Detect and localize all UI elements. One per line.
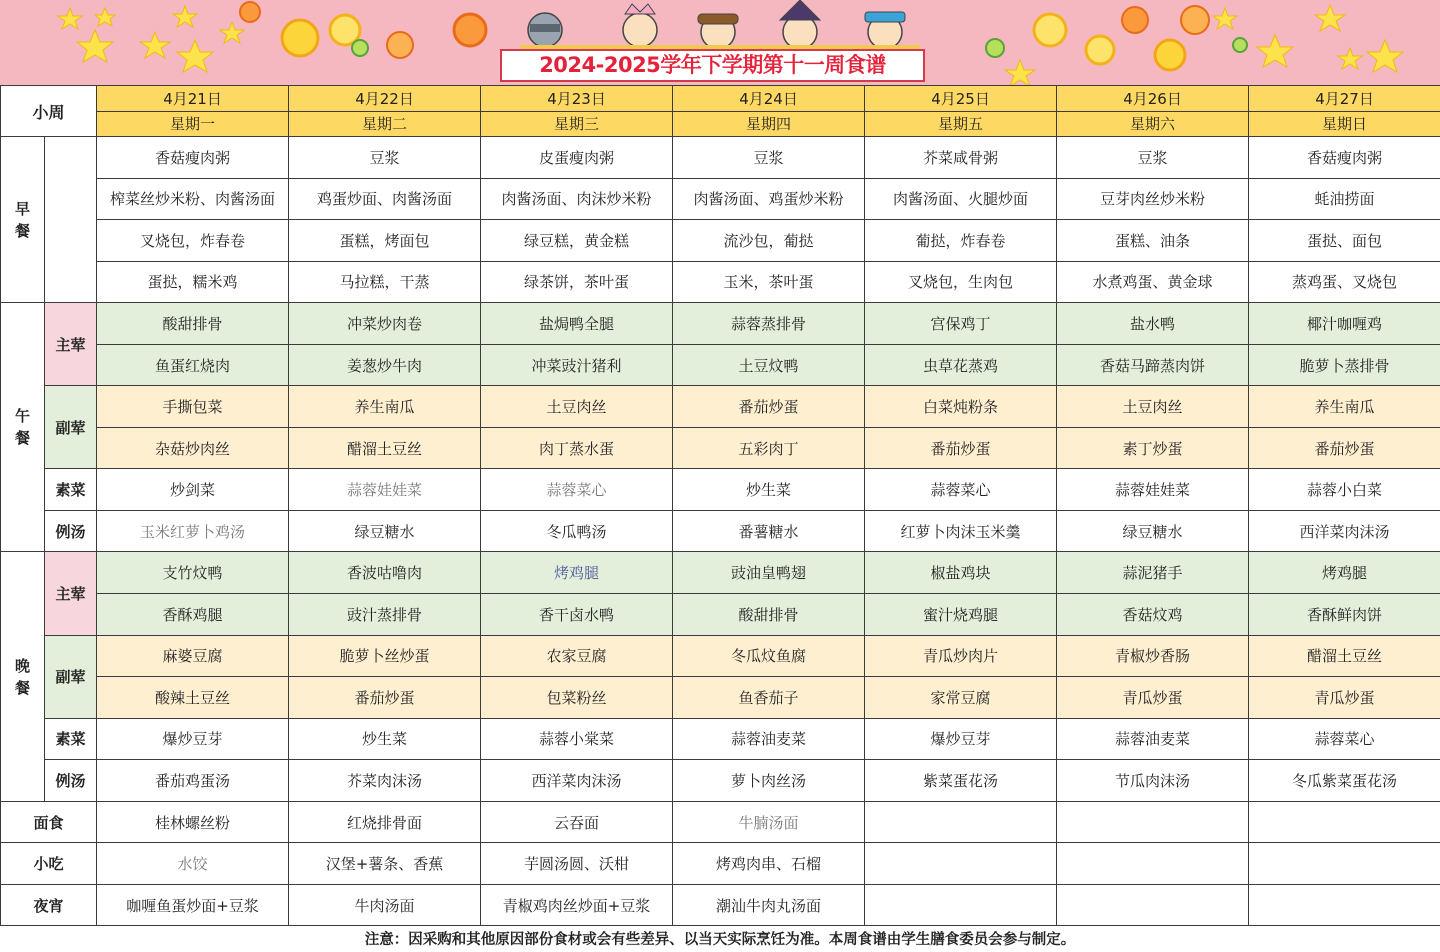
menu-cell: 芋圆汤圆、沃柑 [481, 843, 673, 885]
table-row [1, 510, 1440, 552]
lunch-soup-label: 例汤 [45, 510, 97, 552]
weekday-header: 星期五 [865, 111, 1057, 137]
menu-cell: 醋溜土豆丝 [289, 427, 481, 469]
menu-cell: 皮蛋瘦肉粥 [481, 137, 673, 179]
weekday-header: 星期一 [97, 111, 289, 137]
menu-cell: 玉米，茶叶蛋 [673, 261, 865, 303]
menu-cell: 五彩肉丁 [673, 427, 865, 469]
menu-cell: 番薯糖水 [673, 510, 865, 552]
menu-cell: 青瓜炒蛋 [1057, 677, 1249, 719]
menu-cell: 鸡蛋炒面、肉酱汤面 [289, 178, 481, 220]
lunch-side-label: 副荤 [45, 386, 97, 469]
menu-cell: 蒜泥猪手 [1057, 552, 1249, 594]
menu-cell: 蒜蓉菜心 [865, 469, 1057, 511]
menu-cell: 鱼蛋红烧肉 [97, 344, 289, 386]
menu-cell: 豆芽肉丝炒米粉 [1057, 178, 1249, 220]
menu-cell: 脆萝卜丝炒蛋 [289, 635, 481, 677]
menu-cell: 脆萝卜蒸排骨 [1249, 344, 1440, 386]
corner-label: 小周 [1, 86, 97, 137]
menu-cell: 土豆肉丝 [481, 386, 673, 428]
menu-cell: 肉酱汤面、鸡蛋炒米粉 [673, 178, 865, 220]
menu-cell: 鱼香茄子 [673, 677, 865, 719]
menu-table-body [1, 86, 1440, 926]
menu-cell [865, 884, 1057, 926]
menu-cell: 汉堡+薯条、香蕉 [289, 843, 481, 885]
menu-cell: 蛋糕、油条 [1057, 220, 1249, 262]
menu-cell: 青椒炒香肠 [1057, 635, 1249, 677]
menu-cell: 炒生菜 [289, 718, 481, 760]
menu-cell: 盐焗鸭全腿 [481, 303, 673, 345]
menu-cell [1057, 801, 1249, 843]
menu-cell [1057, 884, 1249, 926]
table-row [1, 137, 1440, 179]
lunch-label: 午 餐 [1, 303, 45, 552]
menu-cell: 青椒鸡肉丝炒面+豆浆 [481, 884, 673, 926]
menu-cell: 麻婆豆腐 [97, 635, 289, 677]
weekday-header: 星期六 [1057, 111, 1249, 137]
header-banner [0, 0, 1440, 85]
menu-cell: 西洋菜肉沫汤 [481, 760, 673, 802]
menu-cell: 椰汁咖喱鸡 [1249, 303, 1440, 345]
table-row [1, 86, 1440, 112]
menu-cell: 炒生菜 [673, 469, 865, 511]
table-row [1, 344, 1440, 386]
menu-cell: 香菇炆鸡 [1057, 594, 1249, 636]
menu-cell: 青瓜炒肉片 [865, 635, 1057, 677]
menu-cell: 红烧排骨面 [289, 801, 481, 843]
menu-cell: 香酥鲜肉饼 [1249, 594, 1440, 636]
menu-cell: 蒜蓉油麦菜 [1057, 718, 1249, 760]
weekly-menu-table [0, 85, 1440, 926]
menu-cell: 爆炒豆芽 [865, 718, 1057, 760]
menu-cell: 水煮鸡蛋、黄金球 [1057, 261, 1249, 303]
table-row [1, 469, 1440, 511]
menu-cell: 包菜粉丝 [481, 677, 673, 719]
menu-cell: 杂菇炒肉丝 [97, 427, 289, 469]
menu-cell: 马拉糕，干蒸 [289, 261, 481, 303]
menu-cell: 蒜蓉菜心 [1249, 718, 1440, 760]
table-row [1, 178, 1440, 220]
menu-cell: 姜葱炒牛肉 [289, 344, 481, 386]
dinner-veg-label: 素菜 [45, 718, 97, 760]
menu-cell: 豆浆 [1057, 137, 1249, 179]
menu-cell: 农家豆腐 [481, 635, 673, 677]
menu-cell: 节瓜肉沫汤 [1057, 760, 1249, 802]
date-header: 4月25日 [865, 86, 1057, 112]
menu-cell: 冬瓜炆鱼腐 [673, 635, 865, 677]
menu-cell: 蒸鸡蛋、叉烧包 [1249, 261, 1440, 303]
menu-cell: 蛋挞，糯米鸡 [97, 261, 289, 303]
menu-cell: 芥菜肉沫汤 [289, 760, 481, 802]
menu-cell: 红萝卜肉沫玉米羹 [865, 510, 1057, 552]
menu-cell: 冲菜豉汁猪利 [481, 344, 673, 386]
menu-cell: 葡挞，炸春卷 [865, 220, 1057, 262]
menu-cell: 肉丁蒸水蛋 [481, 427, 673, 469]
menu-cell: 香菇马蹄蒸肉饼 [1057, 344, 1249, 386]
menu-cell: 番茄炒蛋 [1249, 427, 1440, 469]
menu-cell: 青瓜炒蛋 [1249, 677, 1440, 719]
menu-cell: 土豆肉丝 [1057, 386, 1249, 428]
menu-cell: 醋溜土豆丝 [1249, 635, 1440, 677]
snacks-label: 小吃 [1, 843, 97, 885]
table-row [1, 677, 1440, 719]
menu-cell: 爆炒豆芽 [97, 718, 289, 760]
menu-cell: 潮汕牛肉丸汤面 [673, 884, 865, 926]
menu-cell: 蒜蓉油麦菜 [673, 718, 865, 760]
menu-cell: 椒盐鸡块 [865, 552, 1057, 594]
menu-cell: 蒜蓉小棠菜 [481, 718, 673, 760]
menu-cell [865, 801, 1057, 843]
table-row [1, 843, 1440, 885]
menu-cell [1249, 884, 1440, 926]
menu-cell: 番茄鸡蛋汤 [97, 760, 289, 802]
menu-cell: 蒜蓉小白菜 [1249, 469, 1440, 511]
menu-cell: 萝卜肉丝汤 [673, 760, 865, 802]
table-row [1, 303, 1440, 345]
menu-cell: 绿茶饼，茶叶蛋 [481, 261, 673, 303]
menu-cell: 桂林螺丝粉 [97, 801, 289, 843]
menu-cell: 叉烧包，炸春卷 [97, 220, 289, 262]
menu-cell: 紫菜蛋花汤 [865, 760, 1057, 802]
menu-cell: 支竹炆鸭 [97, 552, 289, 594]
menu-cell: 肉酱汤面、肉沫炒米粉 [481, 178, 673, 220]
menu-cell: 芥菜咸骨粥 [865, 137, 1057, 179]
menu-cell: 榨菜丝炒米粉、肉酱汤面 [97, 178, 289, 220]
dinner-label: 晚 餐 [1, 552, 45, 801]
menu-cell: 烤鸡肉串、石榴 [673, 843, 865, 885]
menu-cell: 蚝油捞面 [1249, 178, 1440, 220]
menu-cell: 云吞面 [481, 801, 673, 843]
weekday-header: 星期日 [1249, 111, 1440, 137]
table-row [1, 635, 1440, 677]
weekday-header: 星期三 [481, 111, 673, 137]
menu-cell: 养生南瓜 [1249, 386, 1440, 428]
menu-cell: 豆浆 [673, 137, 865, 179]
weekday-header: 星期二 [289, 111, 481, 137]
menu-cell: 冬瓜紫菜蛋花汤 [1249, 760, 1440, 802]
date-header: 4月21日 [97, 86, 289, 112]
table-row [1, 801, 1440, 843]
menu-cell: 豆浆 [289, 137, 481, 179]
menu-cell: 牛肉汤面 [289, 884, 481, 926]
menu-cell: 白菜炖粉条 [865, 386, 1057, 428]
menu-cell: 炒剑菜 [97, 469, 289, 511]
menu-cell [1249, 843, 1440, 885]
table-row [1, 261, 1440, 303]
menu-cell: 叉烧包，生肉包 [865, 261, 1057, 303]
menu-cell: 咖喱鱼蛋炒面+豆浆 [97, 884, 289, 926]
table-row [1, 111, 1440, 137]
menu-cell: 蛋糕，烤面包 [289, 220, 481, 262]
menu-cell: 酸甜排骨 [673, 594, 865, 636]
menu-cell: 豉汁蒸排骨 [289, 594, 481, 636]
menu-cell: 养生南瓜 [289, 386, 481, 428]
menu-cell: 冬瓜鸭汤 [481, 510, 673, 552]
menu-cell: 香菇瘦肉粥 [97, 137, 289, 179]
menu-cell: 肉酱汤面、火腿炒面 [865, 178, 1057, 220]
menu-cell: 玉米红萝卜鸡汤 [97, 510, 289, 552]
menu-cell: 豉油皇鸭翅 [673, 552, 865, 594]
table-row [1, 884, 1440, 926]
menu-cell: 酸甜排骨 [97, 303, 289, 345]
menu-cell: 虫草花蒸鸡 [865, 344, 1057, 386]
menu-cell: 蒜蓉娃娃菜 [289, 469, 481, 511]
table-row [1, 386, 1440, 428]
menu-cell: 素丁炒蛋 [1057, 427, 1249, 469]
date-header: 4月26日 [1057, 86, 1249, 112]
menu-cell [1057, 843, 1249, 885]
menu-cell: 牛腩汤面 [673, 801, 865, 843]
menu-cell: 香波咕噜肉 [289, 552, 481, 594]
table-row [1, 220, 1440, 262]
menu-cell: 绿豆糕，黄金糕 [481, 220, 673, 262]
menu-cell [1249, 801, 1440, 843]
noodles-label: 面食 [1, 801, 97, 843]
date-header: 4月24日 [673, 86, 865, 112]
menu-cell: 酸辣土豆丝 [97, 677, 289, 719]
dinner-side-label: 副荤 [45, 635, 97, 718]
menu-cell: 蛋挞、面包 [1249, 220, 1440, 262]
menu-cell: 番茄炒蛋 [865, 427, 1057, 469]
menu-cell: 手撕包菜 [97, 386, 289, 428]
table-row [1, 594, 1440, 636]
table-row [1, 718, 1440, 760]
menu-cell: 家常豆腐 [865, 677, 1057, 719]
menu-cell: 番茄炒蛋 [673, 386, 865, 428]
date-header: 4月23日 [481, 86, 673, 112]
menu-cell: 流沙包，葡挞 [673, 220, 865, 262]
lunch-main-label: 主荤 [45, 303, 97, 386]
menu-cell: 冲菜炒肉卷 [289, 303, 481, 345]
menu-cell: 蜜汁烧鸡腿 [865, 594, 1057, 636]
menu-cell: 香干卤水鸭 [481, 594, 673, 636]
menu-cell: 水饺 [97, 843, 289, 885]
menu-cell: 土豆炆鸭 [673, 344, 865, 386]
menu-cell: 宫保鸡丁 [865, 303, 1057, 345]
menu-cell: 烤鸡腿 [481, 552, 673, 594]
dinner-soup-label: 例汤 [45, 760, 97, 802]
menu-cell: 烤鸡腿 [1249, 552, 1440, 594]
table-row [1, 427, 1440, 469]
menu-cell: 番茄炒蛋 [289, 677, 481, 719]
lunch-veg-label: 素菜 [45, 469, 97, 511]
breakfast-label: 早 餐 [1, 137, 45, 303]
breakfast-sub-blank [45, 137, 97, 303]
table-row [1, 552, 1440, 594]
date-header: 4月27日 [1249, 86, 1440, 112]
page-title: 2024-2025学年下学期第十一周食谱 [539, 53, 886, 77]
menu-cell: 西洋菜肉沫汤 [1249, 510, 1440, 552]
weekday-header: 星期四 [673, 111, 865, 137]
kids-illustration [520, 0, 920, 51]
banner-title-box [500, 49, 925, 82]
footer-note: 注意：因采购和其他原因部份食材或会有些差异、以当天实际烹饪为准。本周食谱由学生膳食委员会参与制定。 [364, 932, 1076, 948]
date-header: 4月22日 [289, 86, 481, 112]
menu-cell: 蒜蓉娃娃菜 [1057, 469, 1249, 511]
late_night-label: 夜宵 [1, 884, 97, 926]
menu-cell: 蒜蓉菜心 [481, 469, 673, 511]
table-row [1, 760, 1440, 802]
menu-cell: 香菇瘦肉粥 [1249, 137, 1440, 179]
menu-cell: 蒜蓉蒸排骨 [673, 303, 865, 345]
dinner-main-label: 主荤 [45, 552, 97, 635]
menu-cell: 绿豆糖水 [1057, 510, 1249, 552]
menu-cell: 盐水鸭 [1057, 303, 1249, 345]
menu-cell: 绿豆糖水 [289, 510, 481, 552]
menu-cell [865, 843, 1057, 885]
menu-cell: 香酥鸡腿 [97, 594, 289, 636]
